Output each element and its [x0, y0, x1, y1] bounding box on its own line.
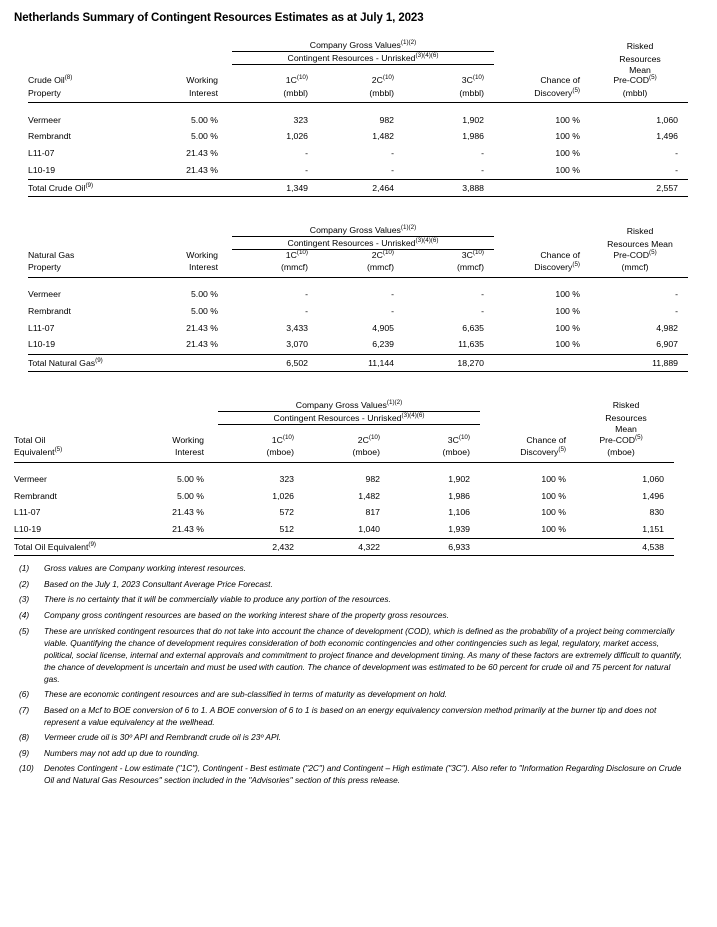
row-1c: 1,026: [286, 131, 308, 142]
footnote-text: Based on a Mcf to BOE conversion of 6 to 1. A BOE conversion of 6 to 1 is based on an energy equivalency conversion method primarily at the burner tip and does not represent a value equivalency at the wellhead.: [44, 704, 657, 727]
row-2c: 6,239: [372, 339, 394, 350]
row-2c: 982: [365, 474, 380, 484]
footnote-text: Vermeer crude oil is 30º API and Rembrandt crude oil is 23º API.: [44, 732, 282, 743]
row-property: Rembrandt: [14, 490, 57, 501]
spacer-cell: [494, 236, 592, 249]
row-1c: 323: [279, 474, 294, 484]
row-property: Vermeer: [28, 289, 61, 300]
row-property: L10-19: [28, 339, 56, 350]
total-label: Total Natural Gas$^{(9)}$: [28, 354, 132, 371]
sup-marker: (8): [64, 74, 73, 82]
total-oil-equivalent-table-wrap: [14, 400, 705, 557]
table-header-mean-row: [14, 424, 674, 435]
c3-header: $3C^{(10)}$: [461, 249, 484, 260]
table-header-units-row: [28, 75, 688, 87]
total-1c: 6,502: [232, 354, 318, 371]
risked-header-line2: Resources: [605, 413, 647, 424]
total-risked: 2,557: [592, 179, 688, 196]
c3-unit: (mmcf): [404, 262, 494, 277]
spacer-row: [14, 462, 674, 472]
row-3c: 11,635: [458, 339, 484, 350]
footnote-text: There is no certainty that it will be commercially viable to produce any portion of the resources.: [44, 594, 391, 605]
c3-header: $3C^{(10)}$: [461, 74, 484, 86]
c2-unit: (mmcf): [318, 262, 404, 277]
crude-oil-table-wrap: [28, 40, 705, 197]
spacer-cell: [28, 65, 132, 76]
footnote-number: (9): [19, 747, 30, 758]
row-working-interest: 5.00 %: [190, 131, 218, 142]
footnote-item: [14, 688, 686, 700]
sup-marker: (10): [296, 74, 308, 82]
total-working-interest: [132, 179, 232, 196]
row-3c: 6,635: [462, 322, 484, 333]
c3-header: $3C^{(10)}$: [447, 433, 470, 445]
row-2c: 982: [379, 114, 394, 125]
total-row: [28, 354, 688, 371]
total-2c: 4,322: [304, 539, 390, 556]
row-1c: 1,026: [272, 490, 294, 501]
row-risked: 1,060: [642, 474, 664, 484]
spacer-cell: [118, 411, 218, 424]
c1-unit: (mmcf): [232, 262, 318, 277]
c1-header: $1C^{(10)}$: [285, 249, 308, 260]
row-property: Rembrandt: [28, 305, 71, 316]
row-working-interest: 5.00 %: [190, 114, 218, 125]
c2-header: $2C^{(10)}$: [371, 74, 394, 86]
table-header-group-row: [28, 40, 688, 52]
footnote-text: These are economic contingent resources and are sub-classified in terms of maturity as development on hold.: [44, 689, 448, 700]
sup-marker: (1)(2): [400, 224, 417, 232]
table-header-units-row: [14, 435, 674, 447]
c1-header: $1C^{(10)}$: [271, 433, 294, 445]
total-3c: 18,270: [404, 354, 494, 371]
row-cod: 100 %: [541, 507, 566, 518]
company-gross-values-header: Company Gross Values$^{(1)(2)}$: [309, 39, 417, 50]
footnote-item: [14, 731, 686, 743]
footnote-item: [14, 704, 686, 728]
risked-unit: (mboe): [578, 447, 674, 462]
working-interest-header-line1: Working: [186, 249, 218, 260]
row-1c: 572: [279, 507, 294, 518]
total-1c: 2,432: [218, 539, 304, 556]
spacer-cell: [28, 40, 132, 52]
table-row: [28, 320, 688, 337]
sup-marker: (10): [472, 249, 484, 257]
risked-header-line2: Resources Mean: [607, 238, 673, 249]
total-label: Total Oil Equivalent$^{(9)}$: [14, 539, 118, 556]
spacer-cell: [14, 411, 118, 424]
footnote-item: [14, 762, 686, 786]
chance-of-discovery-header-line1: Chance of: [540, 75, 580, 86]
row-property: L11-07: [14, 507, 41, 518]
spacer-cell: [494, 65, 592, 76]
footnote-item: [14, 625, 686, 685]
row-working-interest: 21.43 %: [186, 339, 218, 350]
row-2c: 4,905: [372, 322, 394, 333]
spacer-cell: [28, 103, 688, 113]
footnote-text: These are unrisked contingent resources that do not take into account the chance of development (COD), which is defined as the probability of a project being commercially viable. Quantifying the chance of development requires consideration of both economic contingencies and other contingencies such as legal, regulatory, market access, political, social license, internal and external approvals and commitment to project finance and development timing. As many of these factors are extremely difficult to quantify, the chance of development is uncertain and must be used with caution. The chance of development was estimated to be 60 percent for crude oil and 75 percent for natural gas.: [44, 625, 682, 684]
row-1c: -: [305, 147, 308, 158]
footnote-number: (6): [19, 689, 30, 700]
row-cod: 100 %: [541, 490, 566, 501]
spacer-cell: [28, 277, 688, 287]
row-1c: -: [305, 164, 308, 175]
spacer-row: [28, 277, 688, 287]
spacer-cell: [132, 236, 232, 249]
table-row: [28, 303, 688, 320]
row-cod: 100 %: [555, 131, 580, 142]
table-row: [28, 287, 688, 304]
row-property: Vermeer: [28, 114, 61, 125]
row-cod: 100 %: [555, 339, 580, 350]
footnote-item: [14, 562, 686, 574]
footnote-item: [14, 747, 686, 759]
spacer-cell: [28, 236, 132, 249]
row-3c: 1,939: [448, 524, 470, 535]
row-property: L10-19: [14, 524, 42, 535]
row-property: Vermeer: [14, 474, 47, 484]
working-interest-header-line1: Working: [172, 434, 204, 445]
c2-header: $2C^{(10)}$: [371, 249, 394, 260]
row-risked: 4,982: [656, 322, 678, 333]
sup-marker: (10): [282, 433, 294, 441]
row-2c: 1,040: [358, 524, 380, 535]
company-gross-values-header: Company Gross Values$^{(1)(2)}$: [309, 224, 417, 235]
risked-header-line1: Risked: [612, 400, 640, 411]
row-2c: -: [391, 305, 394, 316]
spacer-cell: [118, 400, 218, 412]
table-header-units2-row: [28, 88, 688, 103]
page-title: Netherlands Summary of Contingent Resources Estimates as at July 1, 2023: [14, 12, 424, 24]
sup-marker: (10): [296, 249, 308, 257]
sup-marker: (1)(2): [386, 398, 403, 406]
total-1c: 1,349: [232, 179, 318, 196]
property-col-header-line2: Equivalent$^{(5)}$: [14, 447, 118, 462]
risked-precod-header: Pre-COD$^{(5)}$: [613, 74, 657, 86]
total-row: [28, 179, 688, 196]
contingent-unrisked-header: Contingent Resources - Unrisked$^{(3)(4)(6)}$: [218, 411, 480, 424]
risked-precod-header: Pre-COD$^{(5)}$: [613, 249, 657, 260]
risked-unit: (mbbl): [592, 88, 688, 103]
table-header-units2-row: [14, 447, 674, 462]
row-cod: 100 %: [555, 305, 580, 316]
c2-unit: (mboe): [304, 447, 390, 462]
sup-marker: (5): [572, 86, 580, 94]
row-risked: 6,907: [656, 339, 678, 350]
footnote-item: [14, 609, 686, 621]
sup-marker: (5): [572, 261, 580, 269]
sup-marker: (5): [649, 249, 657, 257]
working-interest-header-line2: Interest: [132, 88, 232, 103]
chance-of-discovery-header-line1: Chance of: [526, 434, 566, 445]
row-3c: -: [481, 147, 484, 158]
spacer-cell: [480, 411, 578, 424]
footnote-number: (1): [19, 563, 30, 574]
natural-gas-table-wrap: [28, 225, 705, 372]
footnote-item: [14, 593, 686, 605]
c1-unit: (mboe): [218, 447, 304, 462]
risked-header-line3: Mean: [629, 64, 651, 75]
row-working-interest: 21.43 %: [172, 524, 204, 535]
footnote-number: (5): [19, 625, 30, 636]
row-3c: -: [481, 305, 484, 316]
working-interest-header-line2: Interest: [132, 262, 232, 277]
spacer-row: [28, 103, 688, 113]
row-property: L10-19: [28, 164, 56, 175]
footnote-text: Gross values are Company working interest resources.: [44, 563, 246, 574]
sup-marker: (5): [649, 74, 657, 82]
row-working-interest: 5.00 %: [190, 305, 218, 316]
row-cod: 100 %: [555, 289, 580, 300]
working-interest-header-line1: Working: [186, 75, 218, 86]
row-3c: 1,902: [462, 114, 484, 125]
row-property: L11-07: [28, 147, 55, 158]
spacer-cell: [118, 424, 218, 435]
property-col-header-line1: Natural Gas: [28, 249, 75, 260]
row-cod: 100 %: [541, 474, 566, 484]
footnote-number: (10): [19, 763, 34, 774]
table-row: [28, 145, 688, 162]
sup-marker: (9): [88, 541, 97, 549]
spacer-cell: [28, 225, 132, 237]
spacer-cell: [494, 225, 592, 237]
row-property: L11-07: [28, 322, 55, 333]
row-1c: 323: [293, 114, 308, 125]
row-working-interest: 21.43 %: [186, 147, 218, 158]
table-row: [14, 472, 674, 489]
footnote-number: (2): [19, 578, 30, 589]
row-risked: 830: [649, 507, 664, 518]
spacer-cell: [132, 225, 232, 237]
spacer-cell: [132, 52, 232, 65]
footnote-text: Company gross contingent resources are based on the working interest share of the property gross resources.: [44, 609, 449, 620]
total-risked: 11,889: [592, 354, 688, 371]
row-working-interest: 5.00 %: [190, 289, 218, 300]
risked-precod-header: Pre-COD$^{(5)}$: [599, 433, 643, 445]
table-header-group-row: [14, 400, 674, 412]
total-3c: 3,888: [404, 179, 494, 196]
crude-oil-table: [28, 40, 688, 197]
row-1c: 512: [279, 524, 294, 535]
row-3c: 1,986: [462, 131, 484, 142]
spacer-cell: [132, 65, 232, 76]
table-row: [14, 522, 674, 539]
footnote-text: Based on the July 1, 2023 Consultant Average Price Forecast.: [44, 578, 273, 589]
spacer-cell: [132, 40, 232, 52]
row-cod: 100 %: [555, 322, 580, 333]
risked-unit: (mmcf): [592, 262, 688, 277]
row-cod: 100 %: [541, 524, 566, 535]
c2-header: $2C^{(10)}$: [357, 433, 380, 445]
row-3c: 1,106: [448, 507, 470, 518]
total-2c: 2,464: [318, 179, 404, 196]
spacer-cell: [480, 424, 578, 435]
row-3c: -: [481, 164, 484, 175]
footnote-text: Numbers may not add up due to rounding.: [44, 747, 200, 758]
row-cod: 100 %: [555, 164, 580, 175]
row-2c: 817: [365, 507, 380, 518]
total-label: Total Crude Oil$^{(9)}$: [28, 179, 132, 196]
row-3c: 1,986: [448, 490, 470, 501]
table-row: [28, 112, 688, 129]
footnote-number: (4): [19, 609, 30, 620]
sup-marker: (5): [54, 446, 63, 454]
total-working-interest: [118, 539, 218, 556]
row-working-interest: 5.00 %: [176, 474, 204, 484]
property-col-header-line1: Total Oil: [14, 434, 46, 445]
row-cod: 100 %: [555, 147, 580, 158]
chance-of-discovery-header-line1: Chance of: [540, 249, 580, 260]
table-header-sub-row: [14, 411, 674, 424]
sup-marker: (10): [472, 74, 484, 82]
row-2c: -: [391, 289, 394, 300]
sup-marker: (3)(4)(6): [415, 237, 439, 245]
spacer-cell: [14, 424, 118, 435]
row-risked: -: [675, 164, 678, 175]
footnote-number: (8): [19, 732, 30, 743]
footnote-text: Denotes Contingent - Low estimate ("1C"), Contingent - Best estimate ("2C") and Contingent – High estimate ("3C"). Also refer to "Information Regarding Disclosure on Crude Oil and Natural Gas Resources" section included in the "Advisories" section of this press release.: [44, 763, 682, 786]
table-row: [28, 162, 688, 179]
table-header-mean-row: [28, 65, 688, 76]
company-gross-values-header: Company Gross Values$^{(1)(2)}$: [295, 398, 403, 410]
total-cod: [494, 354, 592, 371]
row-3c: -: [481, 289, 484, 300]
total-oil-equivalent-table: [14, 400, 674, 557]
sup-marker: (10): [382, 249, 394, 257]
total-3c: 6,933: [390, 539, 480, 556]
table-header-sub-row: [28, 236, 688, 249]
chance-of-discovery-header-line2: Discovery$^{(5)}$: [494, 88, 592, 103]
sup-marker: (5): [635, 433, 643, 441]
row-risked: 1,496: [642, 490, 664, 501]
contingent-unrisked-header: Contingent Resources - Unrisked$^{(3)(4)(6)}$: [232, 52, 494, 65]
row-risked: 1,496: [656, 131, 678, 142]
chance-of-discovery-header-line2: Discovery$^{(5)}$: [480, 447, 578, 462]
table-header-units2-row: [28, 262, 688, 277]
risked-header-line1: Risked: [626, 225, 654, 236]
row-risked: -: [675, 147, 678, 158]
c3-unit: (mboe): [390, 447, 480, 462]
footnotes-list: [14, 562, 686, 786]
total-risked: 4,538: [578, 539, 674, 556]
total-row: [14, 539, 674, 556]
working-interest-header-line2: Interest: [118, 447, 218, 462]
footnote-item: [14, 578, 686, 590]
spacer-cell: [14, 400, 118, 412]
sup-marker: (3)(4)(6): [415, 52, 439, 60]
total-working-interest: [132, 354, 232, 371]
spacer-cell: [494, 52, 592, 65]
natural-gas-table: [28, 225, 688, 372]
row-risked: 1,151: [642, 524, 664, 535]
sup-marker: (10): [458, 433, 470, 441]
row-working-interest: 5.00 %: [176, 490, 204, 501]
spacer-cell: [480, 400, 578, 412]
spacer-cell: [14, 462, 674, 472]
sup-marker: (10): [368, 433, 380, 441]
c1-unit: (mbbl): [232, 88, 318, 103]
row-risked: 1,060: [656, 114, 678, 125]
row-2c: -: [391, 164, 394, 175]
risked-header-line1: Risked: [626, 40, 654, 51]
row-2c: 1,482: [358, 490, 380, 501]
table-header-sub-row: [28, 52, 688, 65]
total-cod: [480, 539, 578, 556]
row-working-interest: 21.43 %: [186, 164, 218, 175]
property-col-header-line2: Property: [28, 262, 132, 277]
sup-marker: (9): [85, 182, 94, 190]
sup-marker: (9): [95, 356, 103, 364]
spacer-cell: [494, 40, 592, 52]
c2-unit: (mbbl): [318, 88, 404, 103]
chance-of-discovery-header-line2: Discovery$^{(5)}$: [494, 262, 592, 277]
row-2c: -: [391, 147, 394, 158]
total-cod: [494, 179, 592, 196]
c1-header: $1C^{(10)}$: [285, 74, 308, 86]
row-cod: 100 %: [555, 114, 580, 125]
footnote-number: (3): [19, 594, 30, 605]
table-row: [28, 129, 688, 146]
property-col-header-line1: Crude Oil$^{(8)}$: [28, 74, 73, 86]
row-risked: -: [675, 289, 678, 300]
table-row: [28, 337, 688, 354]
row-2c: 1,482: [372, 131, 394, 142]
sup-marker: (3)(4)(6): [401, 411, 425, 419]
row-1c: 3,433: [286, 322, 308, 333]
c3-unit: (mbbl): [404, 88, 494, 103]
contingent-unrisked-header: Contingent Resources - Unrisked$^{(3)(4)(6)}$: [232, 236, 494, 249]
row-3c: 1,902: [448, 474, 470, 484]
row-working-interest: 21.43 %: [186, 322, 218, 333]
row-working-interest: 21.43 %: [172, 507, 204, 518]
table-row: [14, 488, 674, 505]
row-1c: 3,070: [286, 339, 308, 350]
sup-marker: (5): [558, 446, 566, 454]
row-1c: -: [305, 289, 308, 300]
property-col-header-line2: Property: [28, 88, 132, 103]
row-1c: -: [305, 305, 308, 316]
total-2c: 11,144: [318, 354, 404, 371]
table-header-units-row: [28, 249, 688, 262]
row-risked: -: [675, 305, 678, 316]
risked-header-line3: Mean: [615, 424, 637, 434]
row-property: Rembrandt: [28, 131, 71, 142]
footnote-number: (7): [19, 704, 30, 715]
sup-marker: (10): [382, 74, 394, 82]
sup-marker: (1)(2): [400, 39, 417, 47]
risked-header-line2: Resources: [619, 53, 661, 64]
table-row: [14, 505, 674, 522]
spacer-cell: [28, 52, 132, 65]
table-header-group-row: [28, 225, 688, 237]
